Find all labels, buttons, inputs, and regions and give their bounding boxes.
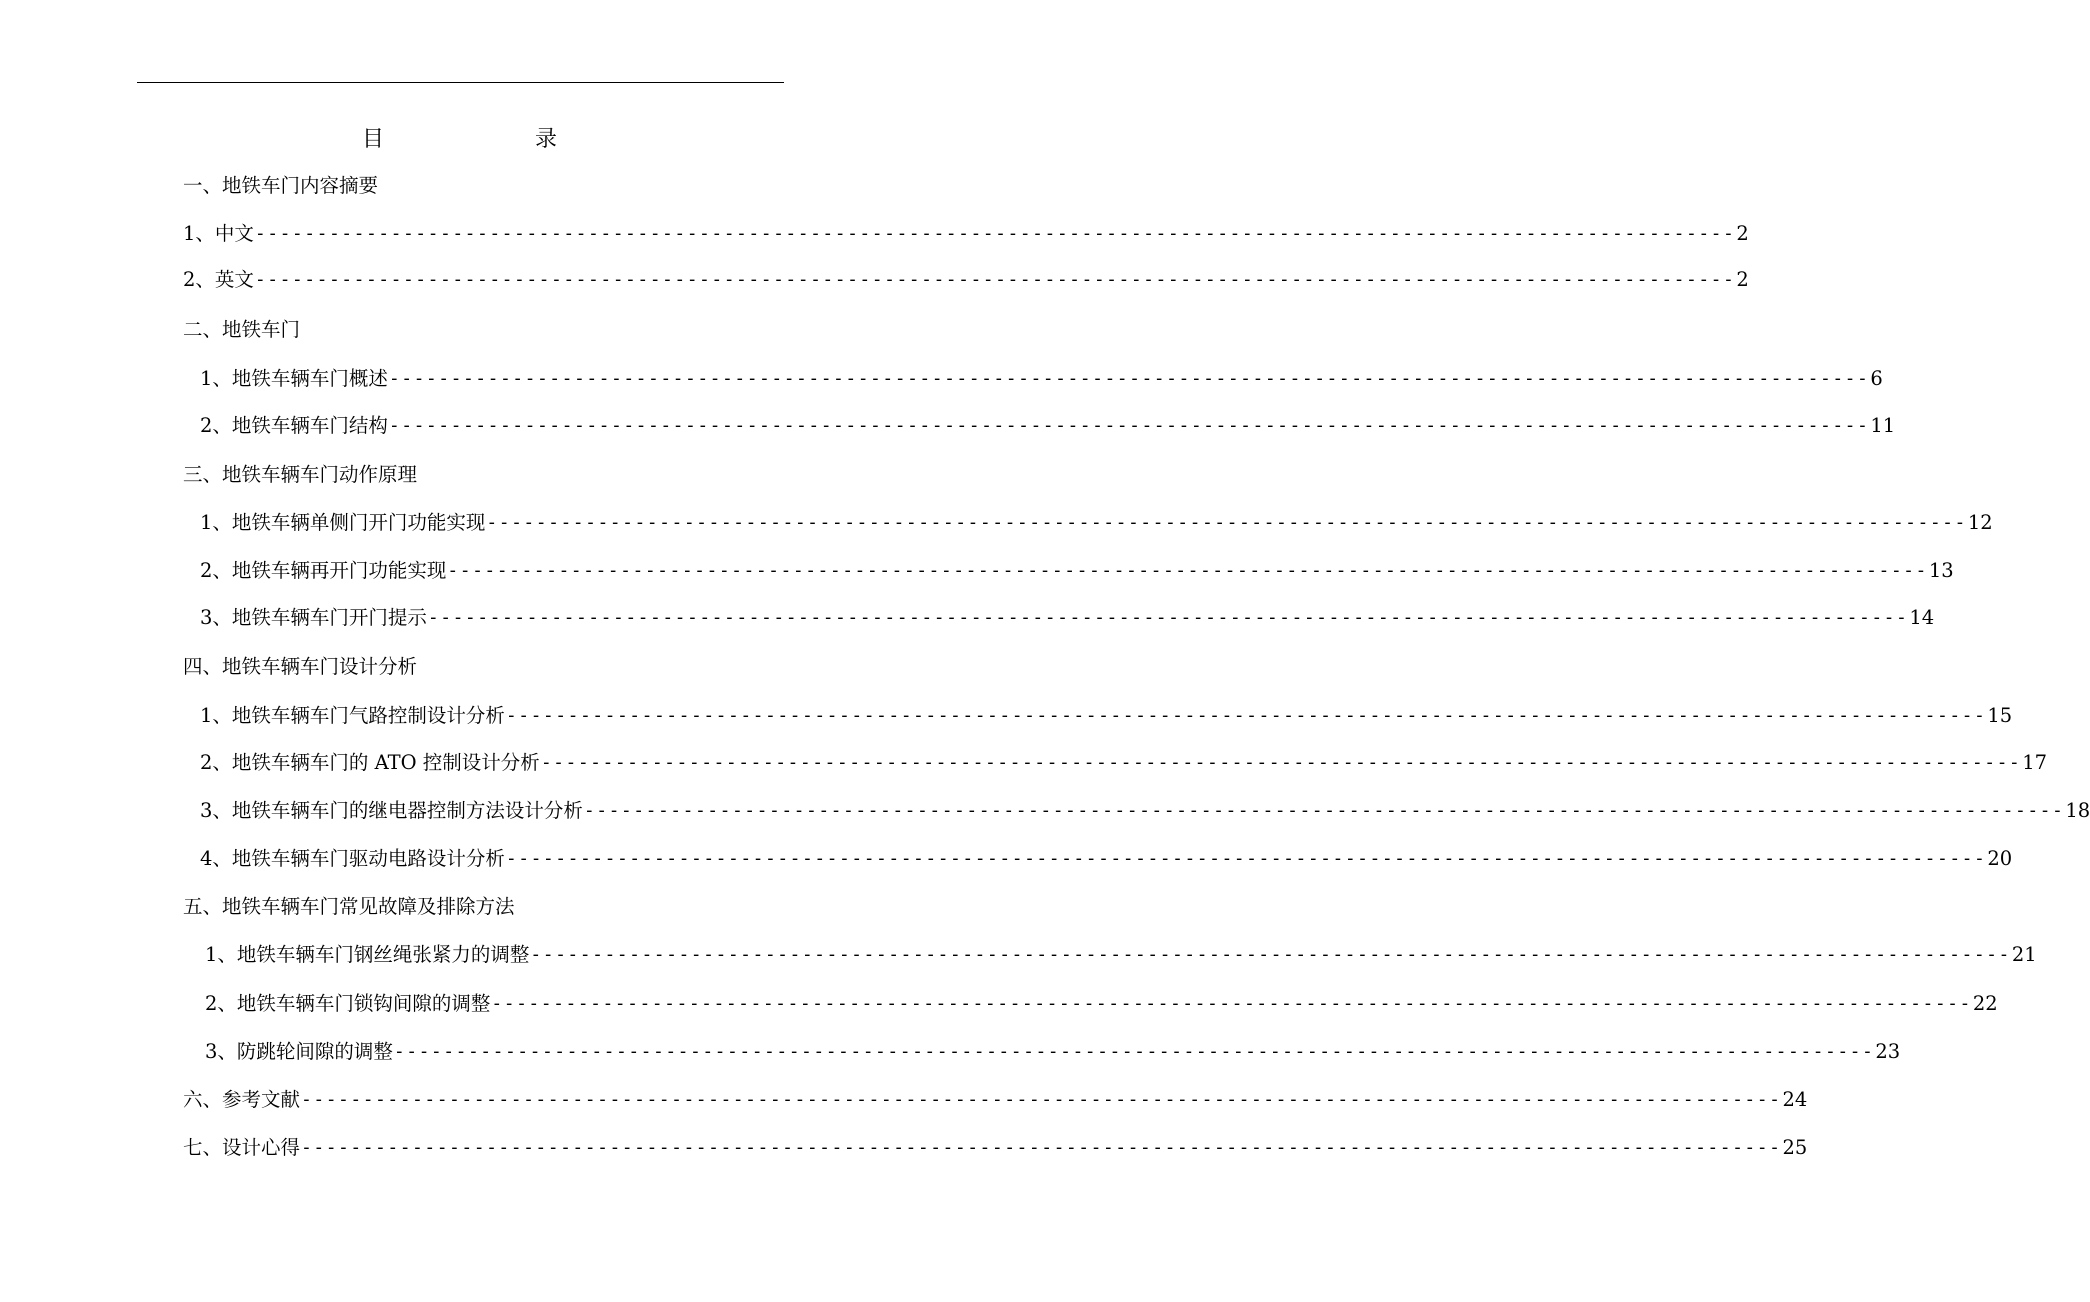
leader-dashes: ------------------------------------------------------------------------------------------------------------------------ (447, 560, 1928, 581)
toc-entry-label: 1、地铁车辆单侧门开门功能实现 (200, 511, 486, 534)
toc-entry-label: 四、地铁车辆车门设计分析 (183, 655, 418, 678)
toc-entry[interactable] (205, 1038, 1901, 1066)
toc-entry[interactable] (183, 172, 378, 200)
toc-entry[interactable] (183, 1134, 1808, 1162)
toc-entry[interactable] (183, 220, 1749, 248)
toc-entry-page: 14 (1909, 606, 1935, 629)
toc-entry-label: 3、地铁车辆车门开门提示 (200, 606, 427, 629)
toc-entry[interactable] (183, 316, 300, 344)
leader-dashes: ------------------------------------------------------------------------------------------------------------------------ (540, 752, 2022, 773)
toc-entry-page: 13 (1928, 559, 1954, 582)
leader-dashes: ------------------------------------------------------------------------------------------------------------------------ (301, 1137, 1782, 1158)
toc-entry[interactable] (200, 604, 1935, 632)
toc-entry[interactable] (183, 1086, 1808, 1114)
leader-dashes: ------------------------------------------------------------------------------------------------------------------------ (388, 368, 1870, 389)
toc-entry[interactable] (200, 509, 1993, 537)
toc-entry-label: 一、地铁车门内容摘要 (183, 174, 379, 197)
toc-entry[interactable] (200, 797, 2090, 825)
toc-entry-page: 11 (1870, 414, 1896, 437)
toc-entry-page: 17 (2022, 751, 2048, 774)
toc-entry-label: 1、地铁车辆车门概述 (200, 367, 388, 390)
toc-title-left: 目 (362, 127, 385, 152)
leader-dashes: ------------------------------------------------------------------------------------------------------------------------ (583, 800, 2065, 821)
toc-entry-label: 2、地铁车辆车门结构 (200, 414, 388, 437)
toc-entry-page: 25 (1782, 1136, 1808, 1159)
toc-entry-page: 15 (1987, 704, 2013, 727)
toc-entry[interactable] (183, 893, 515, 921)
toc-entry-label: 三、地铁车辆车门动作原理 (183, 463, 418, 486)
toc-entry-page: 18 (2065, 799, 2090, 822)
toc-entry-page: 12 (1967, 511, 1993, 534)
toc-entry[interactable] (200, 749, 2048, 777)
leader-dashes: ------------------------------------------------------------------------------------------------------------------------ (486, 512, 1967, 533)
toc-entry[interactable] (183, 266, 1749, 294)
toc-entry-label: 六、参考文献 (183, 1088, 301, 1111)
toc-entry-page: 2 (1736, 268, 1749, 291)
toc-entry-label: 1、地铁车辆车门气路控制设计分析 (200, 704, 505, 727)
toc-entry[interactable] (183, 461, 417, 489)
toc-entry-label: 七、设计心得 (183, 1136, 301, 1159)
leader-dashes: ------------------------------------------------------------------------------------------------------------------------ (254, 223, 1736, 244)
leader-dashes: ------------------------------------------------------------------------------------------------------------------------ (427, 607, 1909, 628)
toc-entry-page: 22 (1972, 992, 1998, 1015)
toc-entry[interactable] (200, 845, 2013, 873)
toc-entry[interactable] (205, 990, 1998, 1018)
toc-entry-label: 2、地铁车辆再开门功能实现 (200, 559, 447, 582)
toc-title-right: 录 (535, 127, 558, 152)
toc-entry-label: 2、地铁车辆车门的 ATO 控制设计分析 (200, 751, 540, 774)
toc-entry[interactable] (200, 365, 1883, 393)
leader-dashes: ------------------------------------------------------------------------------------------------------------------------ (388, 415, 1870, 436)
toc-entry-page: 24 (1782, 1088, 1808, 1111)
toc-entry-label: 1、地铁车辆车门钢丝绳张紧力的调整 (205, 943, 530, 966)
toc-entry-label: 3、防跳轮间隙的调整 (205, 1040, 393, 1063)
toc-entry-page: 21 (2011, 943, 2037, 966)
leader-dashes: ------------------------------------------------------------------------------------------------------------------------ (505, 848, 1987, 869)
toc-entry[interactable] (183, 653, 417, 681)
toc-entry-label: 五、地铁车辆车门常见故障及排除方法 (183, 895, 515, 918)
toc-entry[interactable] (200, 557, 1954, 585)
toc-entry-label: 二、地铁车门 (183, 318, 301, 341)
toc-entry-label: 2、英文 (183, 268, 254, 291)
toc-entry[interactable] (200, 702, 2013, 730)
leader-dashes: ------------------------------------------------------------------------------------------------------------------------ (530, 944, 2011, 965)
leader-dashes: ------------------------------------------------------------------------------------------------------------------------ (505, 705, 1987, 726)
toc-entry-page: 6 (1870, 367, 1883, 390)
toc-entry-label: 1、中文 (183, 222, 254, 245)
toc-entry-page: 20 (1987, 847, 2013, 870)
toc-entry-page: 2 (1736, 222, 1749, 245)
leader-dashes: ------------------------------------------------------------------------------------------------------------------------ (254, 269, 1736, 290)
toc-entry-label: 2、地铁车辆车门锁钩间隙的调整 (205, 992, 491, 1015)
leader-dashes: ------------------------------------------------------------------------------------------------------------------------ (393, 1041, 1875, 1062)
leader-dashes: ------------------------------------------------------------------------------------------------------------------------ (491, 993, 1972, 1014)
toc-entry-label: 4、地铁车辆车门驱动电路设计分析 (200, 847, 505, 870)
toc-entry[interactable] (205, 941, 2037, 969)
toc-entry[interactable] (200, 412, 1896, 440)
leader-dashes: ------------------------------------------------------------------------------------------------------------------------ (301, 1089, 1782, 1110)
toc-entry-page: 23 (1875, 1040, 1901, 1063)
toc-entry-label: 3、地铁车辆车门的继电器控制方法设计分析 (200, 799, 583, 822)
